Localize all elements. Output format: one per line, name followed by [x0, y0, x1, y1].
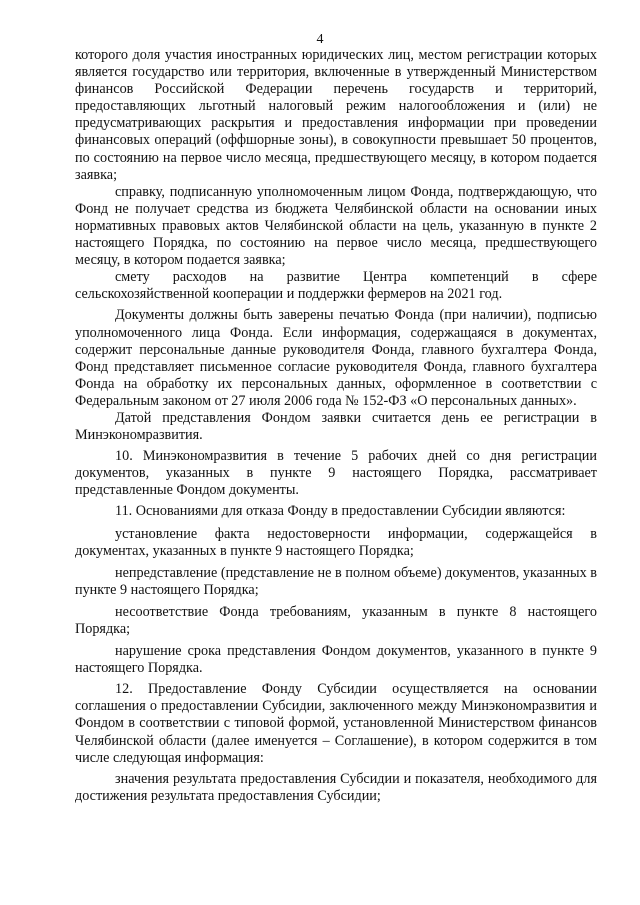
paragraph-certificate: справку, подписанную уполномоченным лицом Фонда, подтверждающую, что Фонд не получает средства из бюджета Челябинской области на основании иных нормативных правовых актов Челябинской области на цель, указанную в пункте 2 настоящего Порядка, по состоянию на первое число месяца, предшествующего месяцу, в котором подается заявка; — [75, 183, 597, 269]
paragraph-item-12: 12. Предоставление Фонду Субсидии осуществляется на основании соглашения о предоставлении Субсидии, заключенного между Минэкономразвития и Фондом в соответствии с типовой формой, установленной Министерством финансов Челябинской области (далее именуется – Соглашение), в котором содержится в том числе следующая информация: — [75, 681, 597, 766]
paragraph-cost-estimate: смету расходов на развитие Центра компетенций в сфере сельскохозяйственной кооперации и поддержки фермеров на 2021 год. — [75, 269, 597, 303]
paragraph-refusal-incomplete: непредставление (представление не в полном объеме) документов, указанных в пункте 9 настоящего Порядка; — [75, 564, 597, 598]
paragraph-refusal-deadline: нарушение срока представления Фондом документов, указанного в пункте 9 настоящего Порядка. — [75, 643, 597, 677]
paragraph-item-10: 10. Минэкономразвития в течение 5 рабочих дней со дня регистрации документов, указанных в пункте 9 настоящего Порядка, рассматривает представленные Фондом документы. — [75, 448, 597, 499]
paragraph-result-values: значения результата предоставления Субсидии и показателя, необходимого для достижения результата предоставления Субсидии; — [75, 770, 597, 804]
paragraph-refusal-falsity: установление факта недостоверности информации, содержащейся в документах, указанных в пункте 9 настоящего Порядка; — [75, 525, 597, 559]
paragraph-item-11: 11. Основаниями для отказа Фонду в предоставлении Субсидии являются: — [115, 503, 566, 520]
paragraph-submission-date: Датой представления Фондом заявки считается день ее регистрации в Минэкономразвития. — [75, 409, 597, 444]
paragraph-offshore-share: которого доля участия иностранных юридических лиц, местом регистрации которых является государство или территория, включенные в утвержденный Министерством финансов Российской Федерации перечень государств и территорий, предоставляющих льготный налоговый режим налогообложения и (или) не предусматривающих раскрытия и предоставления информации при проведении финансовых операций (оффшорные зоны), в совокупности превышает 50 процентов, по состоянию на первое число месяца, предшествующего месяцу, в котором подается заявка; — [75, 47, 597, 183]
document-body — [75, 47, 597, 805]
paragraph-document-certification: Документы должны быть заверены печатью Фонда (при наличии), подписью уполномоченного лица Фонда. Если информация, содержащаяся в документах, содержит персональные данные руководителя Фонда, главного бухгалтера Фонда, Фонд представляет письменное согласие руководителя Фонда, главного бухгалтера Фонда на обработку их персональных данных, оформленное в соответствии с Федеральным законом от 27 июля 2006 года № 152-ФЗ «О персональных данных». — [75, 307, 597, 409]
page-number: 4 — [316, 32, 324, 47]
paragraph-refusal-requirements: несоответствие Фонда требованиям, указанным в пункте 8 настоящего Порядка; — [75, 603, 597, 637]
